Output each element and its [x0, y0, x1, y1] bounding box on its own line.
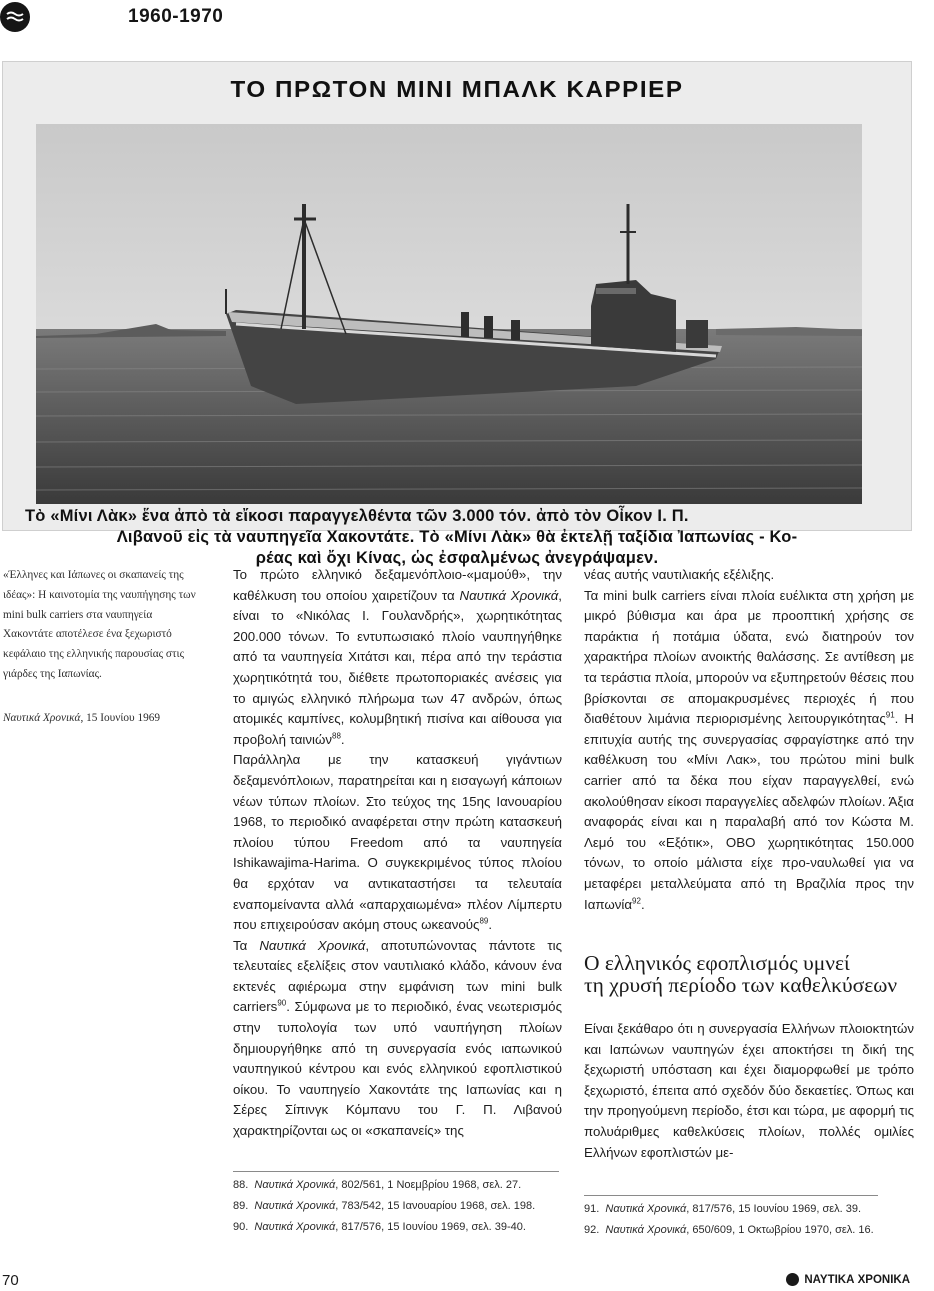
heading-line: Ο ελληνικός εφοπλισμός υμνεί	[584, 951, 850, 975]
footnote-ref-text: , 817/576, 15 Ιουνίου 1969, σελ. 39.	[686, 1203, 862, 1215]
footnote-title: Ναυτικά Χρονικά	[605, 1203, 687, 1215]
brand-name: ΝΑΥΤΙΚΑ ΧΡΟΝΙΚΑ	[804, 1273, 910, 1286]
footnote-divider	[584, 1195, 878, 1196]
text-run: .	[340, 731, 345, 747]
section-period-title: 1960-1970	[128, 6, 224, 27]
text-run: Παράλληλα με την κατασκευή γιγάντιων δεξαμενόπλοιων, παρατηρείται και η εισαγωγή κάποιων νέων τύπων πλοίων. Στο τεύχος της 15ης Ιανουαρίου 1968, το περιοδικό αναφέρεται στην πρώτη κατασκευή πλοίου τύπου Freedom από τα ναυπηγεία Ishikawajima-Harima. Ο συγκεκριμένος τύπος πλοίου θα ερχόταν να αντικαταστήσει τα τελευταία εναπομείναντα αλλά «απαρχαιωμένα» πλέον Λίμπερτυ που επιχειρούσαν ακόμη στους ωκεανούς	[233, 752, 562, 933]
text-run: , αποτυπώνοντας πάντοτε τις τελευταίες εξελίξεις στον ναυτιλιακό κλάδο, κάνουν ένα εκτενές αφιέρωμα στην εμφάνιση των mini bulk carriers	[233, 937, 562, 1015]
footnote-ref-text: , 817/576, 15 Ιουνίου 1969, σελ. 39-40.	[335, 1221, 526, 1233]
section-heading	[584, 952, 914, 996]
section-body	[584, 1019, 914, 1163]
body-column-1	[233, 565, 562, 1142]
text-run: Το πρώτο ελληνικό δεξαμενόπλοιο-«μαμούθ», την καθέλκυση του οποίου χαιρετίζουν τα	[233, 567, 562, 603]
ship-photo	[36, 124, 862, 504]
footnotes-right	[584, 1199, 874, 1241]
footnote	[233, 1217, 535, 1238]
footnote-ref-text: , 802/561, 1 Νοεμβρίου 1968, σελ. 27.	[335, 1179, 522, 1191]
footnote-ref-text: , 650/609, 1 Οκτωβρίου 1970, σελ. 16.	[686, 1224, 874, 1236]
footnote-divider	[233, 1171, 559, 1172]
publication-name: Ναυτικά Χρονικά	[259, 937, 366, 953]
text-run: .	[488, 917, 493, 933]
clipping-headline: ΤΟ ΠΡΩΤΟΝ ΜΙΝΙ ΜΠΑΛΚ ΚΑΡΡΙΕΡ	[230, 76, 684, 102]
footnote-title: Ναυτικά Χρονικά	[254, 1221, 336, 1233]
text-run: . Σύμφωνα με το περιοδικό, ένας νεωτερισμός στην τυπολογία των υπό ναυπήγηση πλοίων δημιουργήθηκε από τη συνεργασία ενός ιαπωνικού ναυπηγικού κέντρου και ενός ελληνικού εφοπλιστικού οίκου. Το ναυπηγείο Χακοντάτε της Ιαπωνίας και η Σέρες Σίπινγκ Κόμπανυ του Γ. Π. Λιβανού χαρακτηρίζονται ως οι «σκαπανείς» της	[233, 999, 562, 1139]
footnote-ref[interactable]: 88	[332, 731, 341, 741]
caption-line: Τὸ «Μίνι Λὰκ» ἕνα ἀπὸ τὰ εἴκοσι παραγγελθέντα τῶν 3.000 τόν. ἀπὸ τὸν Οἶκον Ι. Π.	[25, 507, 689, 525]
body-column-2	[584, 565, 914, 915]
caption-line: Λιβανοῦ εἰς τὰ ναυπηγεῖα Χακοντάτε. Τὸ «Μίνι Λὰκ» θὰ ἐκτελῇ ταξίδια Ἰαπωνίας - Κο-	[116, 528, 798, 546]
paragraph: Είναι ξεκάθαρο ότι η συνεργασία Ελλήνων πλοιοκτητών και Ιαπώνων ναυπηγών έχει αποκτήσει τη δική της ξεχωριστή υπόσταση και έχει διαμορφωθεί με τρόπο ξεχωριστό, έπειτα από σχεδόν δύο δεκαετίες. Όπως και την προηγούμενη περίοδο, έτσι και τώρα, με αφορμή τις πολυάριθμες καθελκύσεις πλοίων, πολλές ομιλίες Ελλήνων εφοπλιστών με-	[584, 1021, 914, 1160]
brand-dot-icon	[786, 1273, 799, 1286]
footer-brand	[786, 1273, 910, 1286]
footnotes-left	[233, 1175, 535, 1238]
footnote-ref-text: , 783/542, 15 Ιανουαρίου 1968, σελ. 198.	[335, 1200, 536, 1212]
publication-name: Ναυτικά Χρονικά	[459, 587, 559, 603]
footnote-ref[interactable]: 89	[479, 916, 489, 926]
footnote-ref[interactable]: 91	[885, 710, 895, 720]
caption-line: ρέας καὶ ὄχι Κίνας, ὡς ἐσφαλμένως ἀνεγράψαμεν.	[255, 549, 659, 567]
image-caption-source	[3, 712, 203, 724]
paragraph: νέας αυτής ναυτιλιακής εξέλιξης.	[584, 567, 775, 582]
newspaper-clipping	[2, 61, 912, 567]
footnote	[233, 1175, 535, 1196]
image-caption-note: «Έλληνες και Ιάπωνες οι σκαπανείς της ιδέας»: Η καινοτομία της ναυπήγησης των mini bulk carriers στα ναυπηγεία Χακοντάτε αποτέλεσε ένα ξεχωριστό κεφάλαιο της ελληνικής παρουσίας στις γιάρδες της Ιαπωνίας.	[3, 569, 196, 680]
text-run: , είναι το «Νικόλας Ι. Γουλανδρής», χωρητικότητας 200.000 τόνων. Το εντυπωσιακό πλοίο ναυπηγήθηκε από τα ναυπηγεία Χιτάτσι και, πέρα από την τεράστια χωρητικότητά του, διέθετε πρωτοποριακές ανέσεις για το αμιγώς ελληνικό πλήρωμα των 47 ανδρών, όπως ατομικές καμπίνες, κολυμβητική πισίνα και αίθουσα για προβολή ταινιών	[233, 587, 562, 747]
footnote-number: 89.	[233, 1200, 249, 1212]
wave-logo-icon	[0, 2, 30, 32]
footnote-number: 91.	[584, 1203, 600, 1215]
clipping-caption	[25, 506, 889, 569]
footnote	[233, 1196, 535, 1217]
source-date: , 15 Ιουνίου 1969	[80, 712, 161, 724]
heading-line: τη χρυσή περίοδο των καθελκύσεων	[584, 973, 898, 997]
paragraph	[233, 750, 562, 935]
footnote-title: Ναυτικά Χρονικά	[605, 1224, 687, 1236]
footnote-number: 90.	[233, 1221, 249, 1233]
text-run: .	[640, 896, 645, 912]
footnote-number: 88.	[233, 1179, 249, 1191]
page-number: 70	[2, 1272, 19, 1289]
footnote-ref[interactable]: 92	[632, 896, 641, 906]
footnote-number: 92.	[584, 1224, 600, 1236]
footnote-title: Ναυτικά Χρονικά	[254, 1200, 336, 1212]
paragraph	[233, 936, 562, 1142]
paragraph	[584, 586, 914, 916]
footnote	[584, 1199, 874, 1220]
source-title: Ναυτικά Χρονικά	[3, 712, 81, 724]
footnote-title: Ναυτικά Χρονικά	[254, 1179, 336, 1191]
text-run: . Η επιτυχία αυτής της συνεργασίας σφραγίστηκε από την καθέλκυση του «Μίνι Λακ», του πρώτου mini bulk carrier από τα δέκα που είχαν παραγγελθεί, ενώ ακολούθησαν είκοσι παραγγελίες αδελφών πλοίων. Άξια αναφοράς είναι και η παραλαβή από τον Κώστα Μ. Λεμό του «Εξότικ», OBO χωρητικότητας 150.000 τόνων, το οποίο μάλιστα είχε προ-ναυλωθεί για να μεταφέρει μεταλλεύματα από τη Βραζιλία προς την Ιαπωνία	[584, 711, 914, 912]
footnote	[584, 1220, 874, 1241]
text-run: Τα mini bulk carriers είναι πλοία ευέλικτα στη χρήση με μικρό βύθισμα και άρα με προοπτική χρήσης σε παράκτια ή ποτάμια ύδατα, ενώ διατηρούν τον χαρακτήρα πλοίων ανοικτής θαλάσσης. Σε αντίθεση με τα τεράστια πλοία, μπορούν να εξυπηρετούν θέσεις που βρίσκονται σε απομακρυσμένες περιοχές ή που διαθέτουν λιμάνια περιορισμένης λειτουργικότητας	[584, 587, 914, 727]
text-run: Τα	[233, 937, 260, 953]
paragraph	[233, 565, 562, 750]
footnote-ref[interactable]: 90	[277, 999, 287, 1009]
